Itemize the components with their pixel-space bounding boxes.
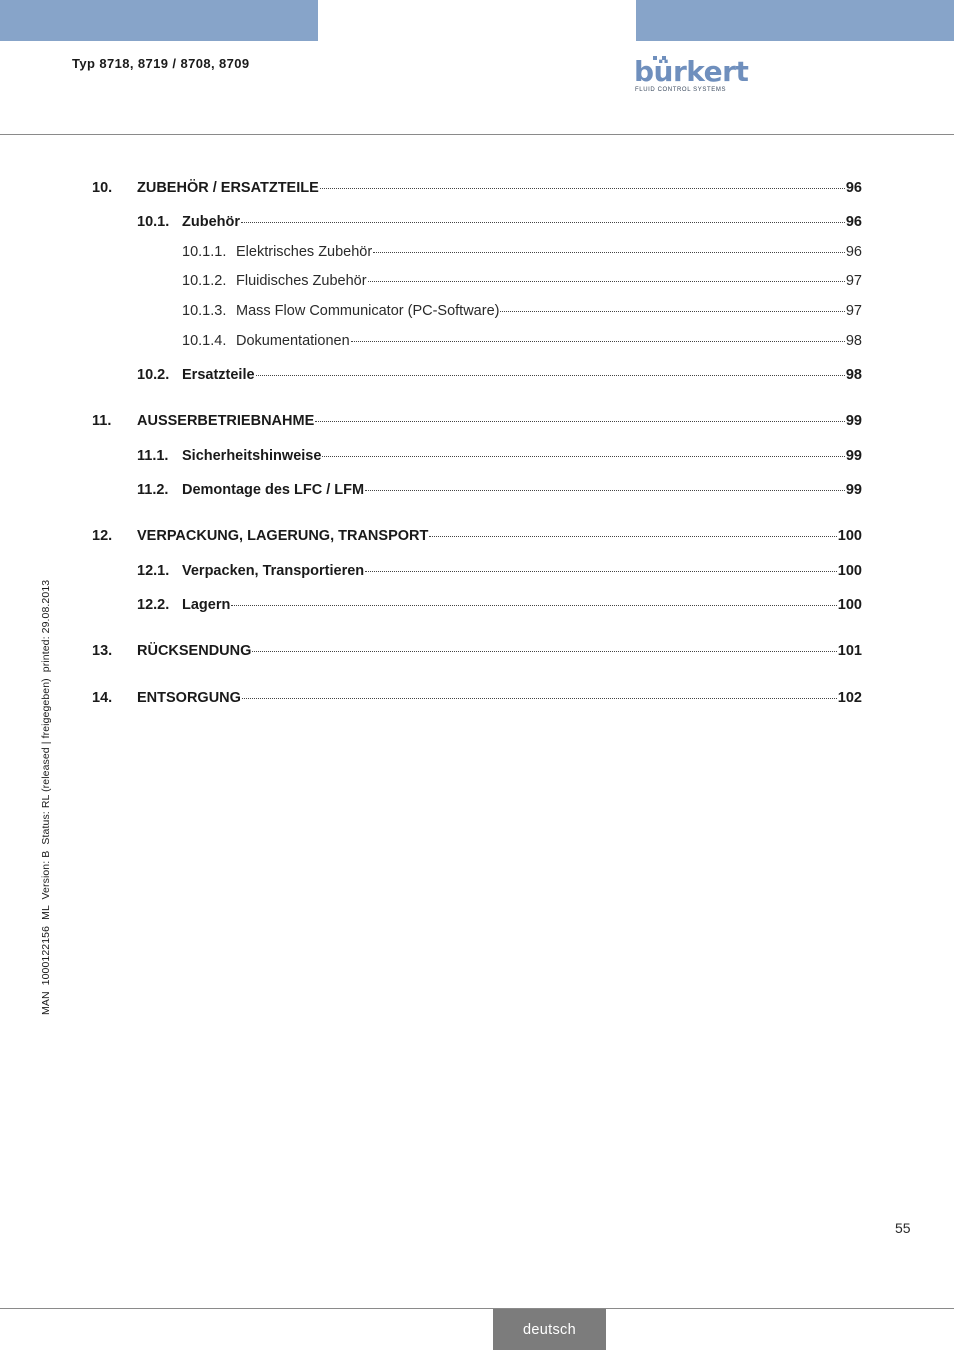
document-type-label: Typ 8718, 8719 / 8708, 8709 [72, 56, 250, 71]
toc-entry-page: 96 [845, 244, 862, 260]
toc-entry-page: 98 [845, 367, 862, 383]
toc-dot-leader [365, 490, 845, 491]
toc-entry-page: 100 [837, 563, 862, 579]
toc-entry-number: 13. [92, 643, 113, 659]
header-accent-bar-left [0, 0, 318, 41]
toc-entry-number: 10.1.3. [182, 303, 227, 319]
toc-dot-leader [320, 188, 845, 189]
logo-tagline: FLUID CONTROL SYSTEMS [635, 87, 727, 93]
toc-entry-number: 10.1. [137, 214, 170, 230]
toc-entry-title: ENTSORGUNG [137, 690, 241, 706]
toc-dot-leader [351, 341, 845, 342]
toc-entry-page: 99 [845, 448, 862, 464]
toc-entry[interactable] [137, 596, 862, 614]
toc-entry-title: VERPACKUNG, LAGERUNG, TRANSPORT [137, 528, 429, 544]
toc-entry-title: RÜCKSENDUNG [137, 643, 252, 659]
toc-entry-title: Lagern [182, 597, 231, 613]
toc-entry-number: 10.1.1. [182, 244, 227, 260]
toc-entry-number: 10. [92, 180, 113, 196]
toc-entry[interactable] [92, 689, 862, 707]
toc-entry-title: Mass Flow Communicator (PC-Software) [236, 303, 500, 319]
toc-entry-number: 10.2. [137, 367, 170, 383]
toc-dot-leader [365, 571, 837, 572]
toc-entry[interactable] [92, 642, 862, 660]
toc-entry-page: 97 [845, 273, 862, 289]
toc-dot-leader [315, 421, 845, 422]
toc-entry-title: Verpacken, Transportieren [182, 563, 365, 579]
toc-dot-leader [242, 698, 837, 699]
toc-dot-leader [252, 651, 836, 652]
toc-entry-page: 101 [837, 643, 862, 659]
toc-entry[interactable] [137, 366, 862, 384]
toc-entry-number: 10.1.4. [182, 333, 227, 349]
toc-dot-leader [231, 605, 836, 606]
toc-dot-leader [373, 252, 845, 253]
logo-wordmark: bürkert [634, 55, 749, 88]
toc-entry-title: Zubehör [182, 214, 240, 230]
header-divider [0, 134, 954, 135]
toc-entry-title: Demontage des LFC / LFM [182, 482, 365, 498]
burkert-logo [634, 55, 749, 98]
toc-entry-title: AUSSERBETRIEBNAHME [137, 413, 315, 429]
toc-entry[interactable] [182, 332, 862, 350]
page-number: 55 [895, 1220, 911, 1236]
toc-entry-number: 12.2. [137, 597, 170, 613]
toc-entry-number: 14. [92, 690, 113, 706]
toc-entry-title: ZUBEHÖR / ERSATZTEILE [137, 180, 319, 196]
toc-entry[interactable] [182, 302, 862, 320]
toc-entry[interactable] [137, 447, 862, 465]
toc-dot-leader [500, 311, 844, 312]
toc-entry-page: 100 [837, 597, 862, 613]
toc-entry-page: 96 [845, 214, 862, 230]
toc-dot-leader [241, 222, 845, 223]
toc-entry-title: Fluidisches Zubehör [236, 273, 367, 289]
toc-entry-number: 11.1. [137, 448, 169, 464]
toc-entry-page: 99 [845, 482, 862, 498]
toc-entry-page: 102 [837, 690, 862, 706]
toc-dot-leader [368, 281, 845, 282]
header-accent-bar-right [636, 0, 954, 41]
toc-entry-page: 99 [845, 413, 862, 429]
toc-entry-page: 96 [845, 180, 862, 196]
toc-entry[interactable] [137, 481, 862, 499]
language-tab[interactable]: deutsch [493, 1309, 606, 1350]
toc-entry-number: 10.1.2. [182, 273, 227, 289]
toc-entry[interactable] [137, 562, 862, 580]
toc-entry[interactable] [182, 272, 862, 290]
document-meta-vertical: MAN 1000122156 ML Version: B Status: RL (released | freigegeben) printed: 29.08.2013 [40, 579, 52, 1015]
footer-divider [0, 1308, 954, 1309]
toc-entry-number: 12. [92, 528, 113, 544]
toc-entry[interactable] [92, 412, 862, 430]
toc-entry-title: Ersatzteile [182, 367, 255, 383]
toc-entry-title: Elektrisches Zubehör [236, 244, 373, 260]
toc-entry[interactable] [182, 243, 862, 261]
toc-dot-leader [256, 375, 845, 376]
toc-dot-leader [429, 536, 836, 537]
toc-entry-page: 100 [837, 528, 862, 544]
toc-entry-number: 11.2. [137, 482, 169, 498]
toc-entry[interactable] [137, 213, 862, 231]
toc-entry[interactable] [92, 527, 862, 545]
toc-entry-title: Sicherheitshinweise [182, 448, 322, 464]
toc-entry[interactable] [92, 179, 862, 197]
toc-entry-page: 97 [845, 303, 862, 319]
toc-entry-title: Dokumentationen [236, 333, 350, 349]
toc-dot-leader [322, 456, 844, 457]
toc-entry-page: 98 [845, 333, 862, 349]
toc-entry-number: 11. [92, 413, 112, 429]
toc-entry-number: 12.1. [137, 563, 170, 579]
